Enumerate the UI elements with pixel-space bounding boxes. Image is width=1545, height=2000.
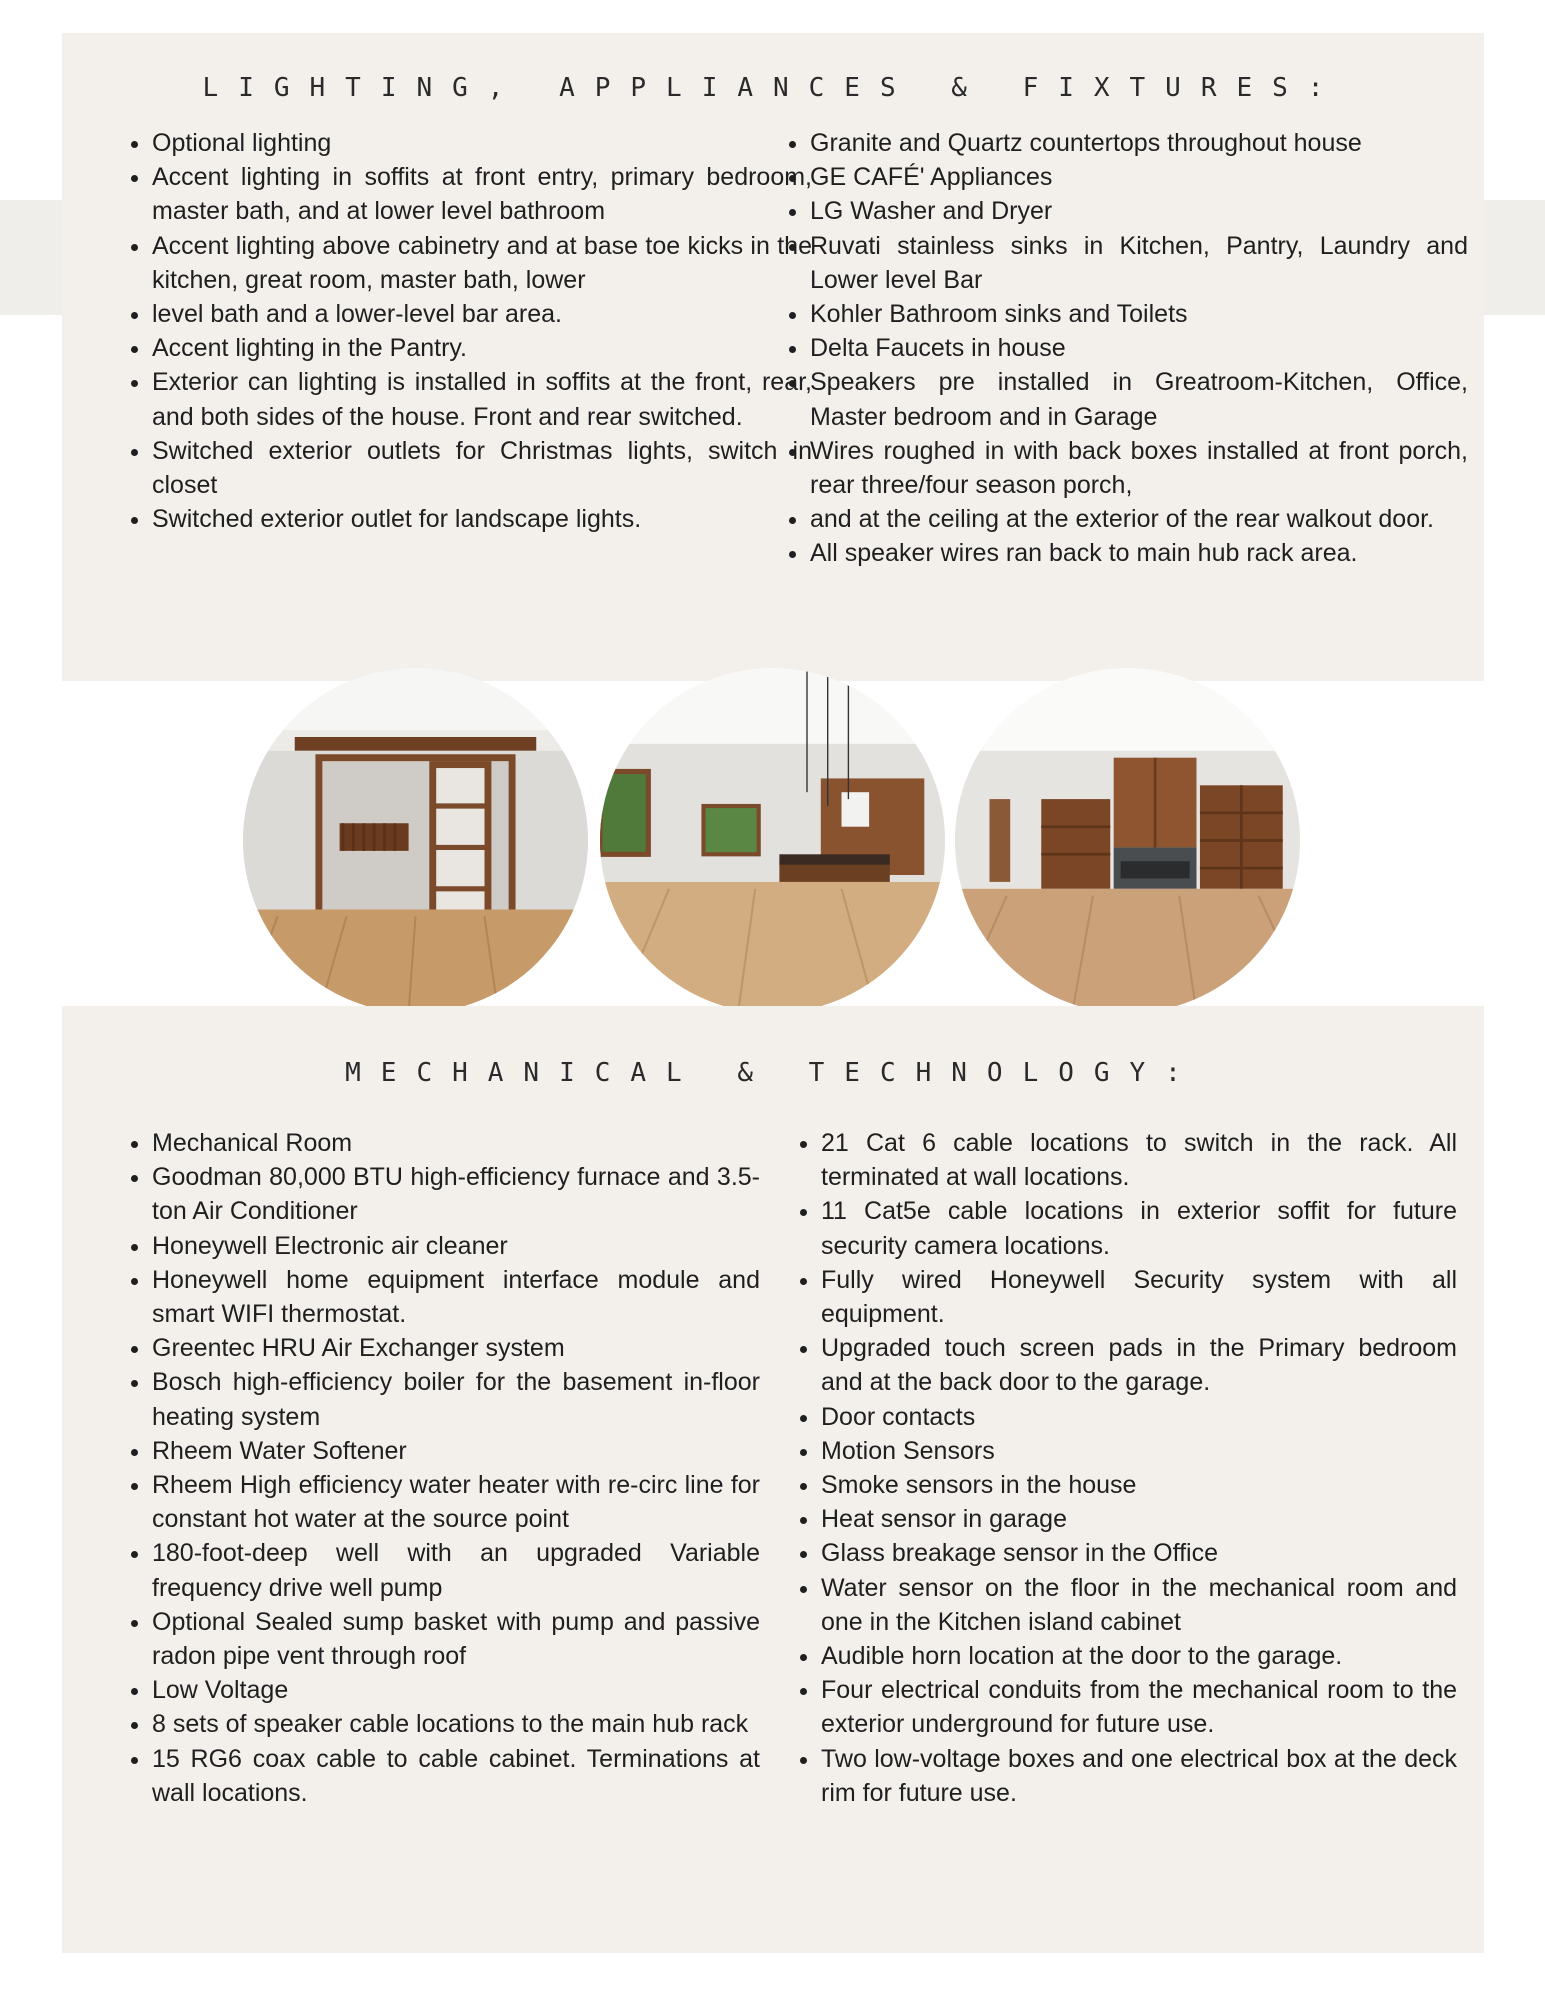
list-item: • level bath and a lower-level bar area. [152, 297, 812, 331]
list-item: • Goodman 80,000 BTU high-efficiency furnace and 3.5-ton Air Conditioner [152, 1160, 760, 1228]
mechanical-section [62, 1006, 1484, 1953]
mechanical-right-list [791, 1126, 1457, 1810]
list-item: • 11 Cat5e cable locations in exterior soffit for future security camera locations. [821, 1194, 1457, 1262]
mechanical-heading: MECHANICAL & TECHNOLOGY: [345, 1058, 1201, 1088]
list-item: • Two low-voltage boxes and one electrical box at the deck rim for future use. [821, 1742, 1457, 1810]
photo-great-room-fireplace [955, 668, 1300, 1013]
mechanical-left-list [122, 1126, 760, 1810]
list-item: • 21 Cat 6 cable locations to switch in the rack. All terminated at wall locations. [821, 1126, 1457, 1194]
list-item: • Door contacts [821, 1400, 1457, 1434]
list-item: • Wires roughed in with back boxes installed at front porch, rear three/four season porch, [810, 434, 1468, 502]
list-item: • Fully wired Honeywell Security system with all equipment. [821, 1263, 1457, 1331]
list-item: • Honeywell Electronic air cleaner [152, 1229, 760, 1263]
list-item: • 8 sets of speaker cable locations to the main hub rack [152, 1707, 760, 1741]
list-item: • Accent lighting in the Pantry. [152, 331, 812, 365]
lighting-right-list [780, 126, 1468, 571]
list-item: • Audible horn location at the door to the garage. [821, 1639, 1457, 1673]
list-item: • Kohler Bathroom sinks and Toilets [810, 297, 1468, 331]
list-item: • Greentec HRU Air Exchanger system [152, 1331, 760, 1365]
list-item: • Mechanical Room [152, 1126, 760, 1160]
list-item: • Granite and Quartz countertops throughout house [810, 126, 1468, 160]
list-item: • Speakers pre installed in Greatroom-Kitchen, Office, Master bedroom and in Garage [810, 365, 1468, 433]
list-item: • Switched exterior outlets for Christmas lights, switch in closet [152, 434, 812, 502]
lighting-left-list [122, 126, 812, 536]
list-item: • Heat sensor in garage [821, 1502, 1457, 1536]
lighting-heading: LIGHTING, APPLIANCES & FIXTURES: [202, 73, 1344, 103]
lighting-section [62, 33, 1484, 681]
list-item: • 15 RG6 coax cable to cable cabinet. Terminations at wall locations. [152, 1742, 760, 1810]
list-item: • Smoke sensors in the house [821, 1468, 1457, 1502]
list-item: • Switched exterior outlet for landscape lights. [152, 502, 812, 536]
list-item: • GE CAFÉ' Appliances [810, 160, 1468, 194]
list-item: • Accent lighting in soffits at front entry, primary bedroom, master bath, and at lower level bathroom [152, 160, 812, 228]
list-item: • Low Voltage [152, 1673, 760, 1707]
list-item: • Motion Sensors [821, 1434, 1457, 1468]
photo-kitchen-island [600, 668, 945, 1013]
list-item: • All speaker wires ran back to main hub rack area. [810, 536, 1468, 570]
list-item: • Delta Faucets in house [810, 331, 1468, 365]
list-item: • Rheem High efficiency water heater with re-circ line for constant hot water at the source point [152, 1468, 760, 1536]
list-item: • Accent lighting above cabinetry and at base toe kicks in the kitchen, great room, master bath, lower [152, 229, 812, 297]
list-item: • 180-foot-deep well with an upgraded Variable frequency drive well pump [152, 1536, 760, 1604]
list-item: • Glass breakage sensor in the Office [821, 1536, 1457, 1570]
list-item: • Four electrical conduits from the mechanical room to the exterior underground for future use. [821, 1673, 1457, 1741]
list-item: • Optional Sealed sump basket with pump and passive radon pipe vent through roof [152, 1605, 760, 1673]
list-item: • Optional lighting [152, 126, 812, 160]
list-item: • Upgraded touch screen pads in the Primary bedroom and at the back door to the garage. [821, 1331, 1457, 1399]
list-item: • Rheem Water Softener [152, 1434, 760, 1468]
list-item: • Ruvati stainless sinks in Kitchen, Pantry, Laundry and Lower level Bar [810, 229, 1468, 297]
list-item: • LG Washer and Dryer [810, 194, 1468, 228]
list-item: • Bosch high-efficiency boiler for the basement in-floor heating system [152, 1365, 760, 1433]
list-item: • Exterior can lighting is installed in soffits at the front, rear, and both sides of the house. Front and rear switched. [152, 365, 812, 433]
photo-entry-doors [243, 668, 588, 1013]
list-item: • Honeywell home equipment interface module and smart WIFI thermostat. [152, 1263, 760, 1331]
list-item: • Water sensor on the floor in the mechanical room and one in the Kitchen island cabinet [821, 1571, 1457, 1639]
list-item: • and at the ceiling at the exterior of the rear walkout door. [810, 502, 1468, 536]
